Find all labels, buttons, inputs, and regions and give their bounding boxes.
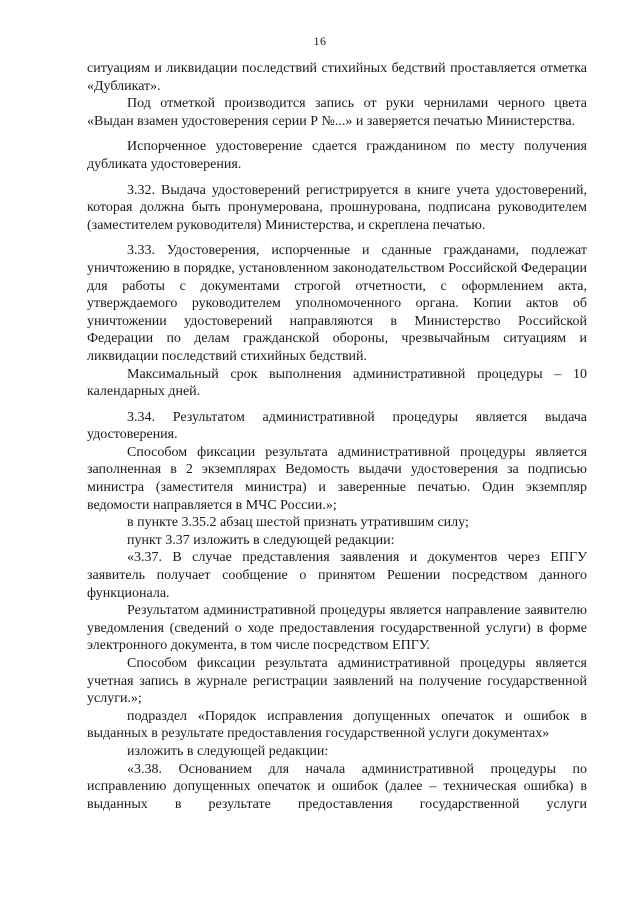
paragraph-3-37: «3.37. В случае представления заявления и документов через ЕПГУ заявитель получает сообщение о принятом Решении посредством данного функционала. [87, 550, 587, 601]
document-body [87, 60, 587, 813]
paragraph-3-32: 3.32. Выдача удостоверений регистрируется в книге учета удостоверений, которая должна быть пронумерована, прошнурована, подписана руководителем (заместителем руководителя) Министерства, и скреплена печатью. [87, 182, 587, 233]
paragraph-fixation-record: Способом фиксации результата административной процедуры является учетная запись в журнале регистрации заявлений на получение государственной услуги.»; [87, 656, 587, 707]
page-number: 16 [313, 34, 327, 48]
paragraph-result-notification: Результатом административной процедуры является направление заявителю уведомления (сведений о ходе предоставления государственной услуги) в форме электронного документа, в том числе посредством ЕПГУ. [87, 603, 587, 654]
paragraph-3-38: «3.38. Основанием для начала административной процедуры по исправлению допущенных опечаток и ошибок (далее – техническая ошибка) в выданных в результате предоставления государственной услуги [87, 761, 587, 812]
paragraph-handwritten-note: Под отметкой производится запись от руки чернилами черного цвета «Выдан взамен удостоверения серии Р №...» и заверяется печатью Министерства. [87, 96, 587, 129]
paragraph-subsection-title: подраздел «Порядок исправления допущенных опечаток и ошибок в выданных в результате предоставления государственной услуги документах» [87, 708, 587, 742]
paragraph-3-35-2: в пункте 3.35.2 абзац шестой признать утратившим силу; [127, 515, 469, 531]
paragraph-3-37-intro: пункт 3.37 изложить в следующей редакции: [127, 532, 395, 548]
paragraph-3-34: 3.34. Результатом административной процедуры является выдача удостоверения. [87, 409, 587, 443]
paragraph-subsection-intro: изложить в следующей редакции: [127, 743, 329, 759]
paragraph-max-term: Максимальный срок выполнения административной процедуры – 10 календарных дней. [87, 366, 587, 400]
paragraph-dublikat-mark: ситуациям и ликвидации последствий стихийных бедствий проставляется отметка «Дубликат». [87, 61, 587, 94]
paragraph-3-33: 3.33. Удостоверения, испорченные и сданные гражданами, подлежат уничтожению в порядке, установленном законодательством Российской Федерации для работы с документами строгой отчетности, с оформлением акта, утверждаемого руководителем уполномоченного органа. Копии актов об уничтожении удостоверений направляются в Министерство Российской Федерации по делам гражданской обороны, чрезвычайным ситуациям и ликвидации последствий стихийных бедствий. [87, 243, 587, 364]
paragraph-spoiled-certificate: Испорченное удостоверение сдается гражданином по месту получения дубликата удостоверения. [87, 139, 587, 172]
paragraph-fixation-method: Способом фиксации результата административной процедуры является заполненная в 2 экземплярах Ведомость выдачи удостоверения за подписью министра (заместителя министра) и заверенные печатью. Один экземпляр ведомости направляется в МЧС России.»; [87, 444, 587, 513]
